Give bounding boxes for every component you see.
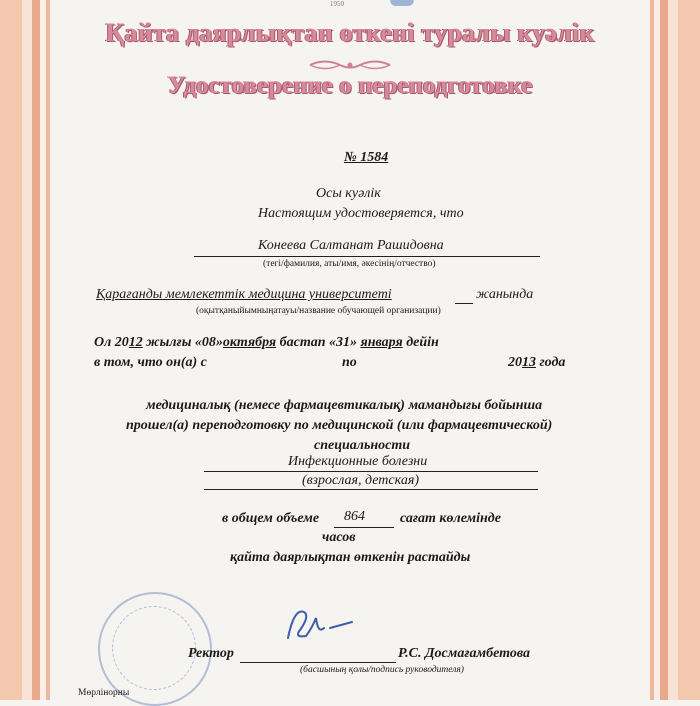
period-text: 20 [508,355,522,370]
period-kazakh [94,335,439,351]
intro-kazakh: Осы куәлік [316,186,381,201]
specialty-kazakh: медициналық (немесе фармацевтикалық) мамандығы бойынша [146,398,543,413]
signature-name: Р.С. Досмағамбетова [398,646,530,661]
period-ru-by: по [342,355,357,370]
volume-hours: 864 [344,509,365,524]
underline [204,471,538,472]
title-kazakh: Қайта даярлықтан өткені туралы куәлік [105,18,595,47]
underline [334,527,394,528]
period-text: жылғы «08» [146,335,223,350]
person-name: Конеева Салтанат Рашидовна [258,238,444,253]
stamp-label: Мөрлінорны [78,688,130,698]
volume-ru-suffix: часов [322,530,356,545]
period-year-start: 12 [128,335,143,350]
border-stripe [668,0,678,700]
specialty-russian-1: прошел(а) переподготовку по медицинской (или фармацевтической) [126,418,553,433]
signature-role: Ректор [188,646,234,661]
border-stripe [650,0,654,700]
period-ru-year-end [508,355,565,371]
border-stripe [660,0,668,700]
specialty-russian-2: специальности [314,438,411,453]
stamp-inner-ring [112,606,196,690]
border-stripe [0,0,22,700]
organization-name: Қарағанды мемлекеттік медицина университеті [96,287,392,302]
organization-suffix: жанында [476,287,534,302]
period-year-end: 13 [522,355,536,370]
border-stripe [22,0,32,700]
volume-kz-suffix: сағат көлемінде [400,511,501,526]
period-month-end: января [360,335,403,350]
person-caption: (тегі/фамилия, аты/имя, әкесінің/отчество) [263,259,436,269]
ornament-icon [300,58,400,72]
period-text: Ол 20 [94,335,129,350]
emblem-year: 1950 [330,0,344,8]
organization-caption: (оқытқаныйымныңатауы/название обучающей организации) [196,306,441,316]
signature-mark [280,598,360,648]
period-text: года [539,355,566,370]
border-stripe [46,0,50,700]
certificate-number: № 1584 [344,150,389,165]
emblem-icon [390,0,414,6]
underline [240,662,396,663]
period-text: бастап «31» [279,335,358,350]
period-ru-prefix: в том, что он(а) с [94,355,207,370]
underline [455,303,473,304]
border-stripe [32,0,40,700]
specialty-name: Инфекционные болезни [288,454,428,469]
signature-caption: (басшының қолы/подпись руководителя) [300,665,464,675]
border-stripe [678,0,700,700]
specialty-sub: (взрослая, детская) [302,473,419,488]
title-russian: Удостоверение о переподготовке [167,72,533,99]
period-month-start: октября [222,335,277,350]
volume-prefix: в общем объеме [222,511,320,526]
period-text: дейін [406,335,439,350]
border-stripe [654,0,660,700]
underline [204,489,538,490]
intro-russian: Настоящим удостоверяется, что [258,206,464,221]
confirm-kazakh: қайта даярлықтан өткенін растайды [230,550,471,565]
underline [194,256,540,257]
